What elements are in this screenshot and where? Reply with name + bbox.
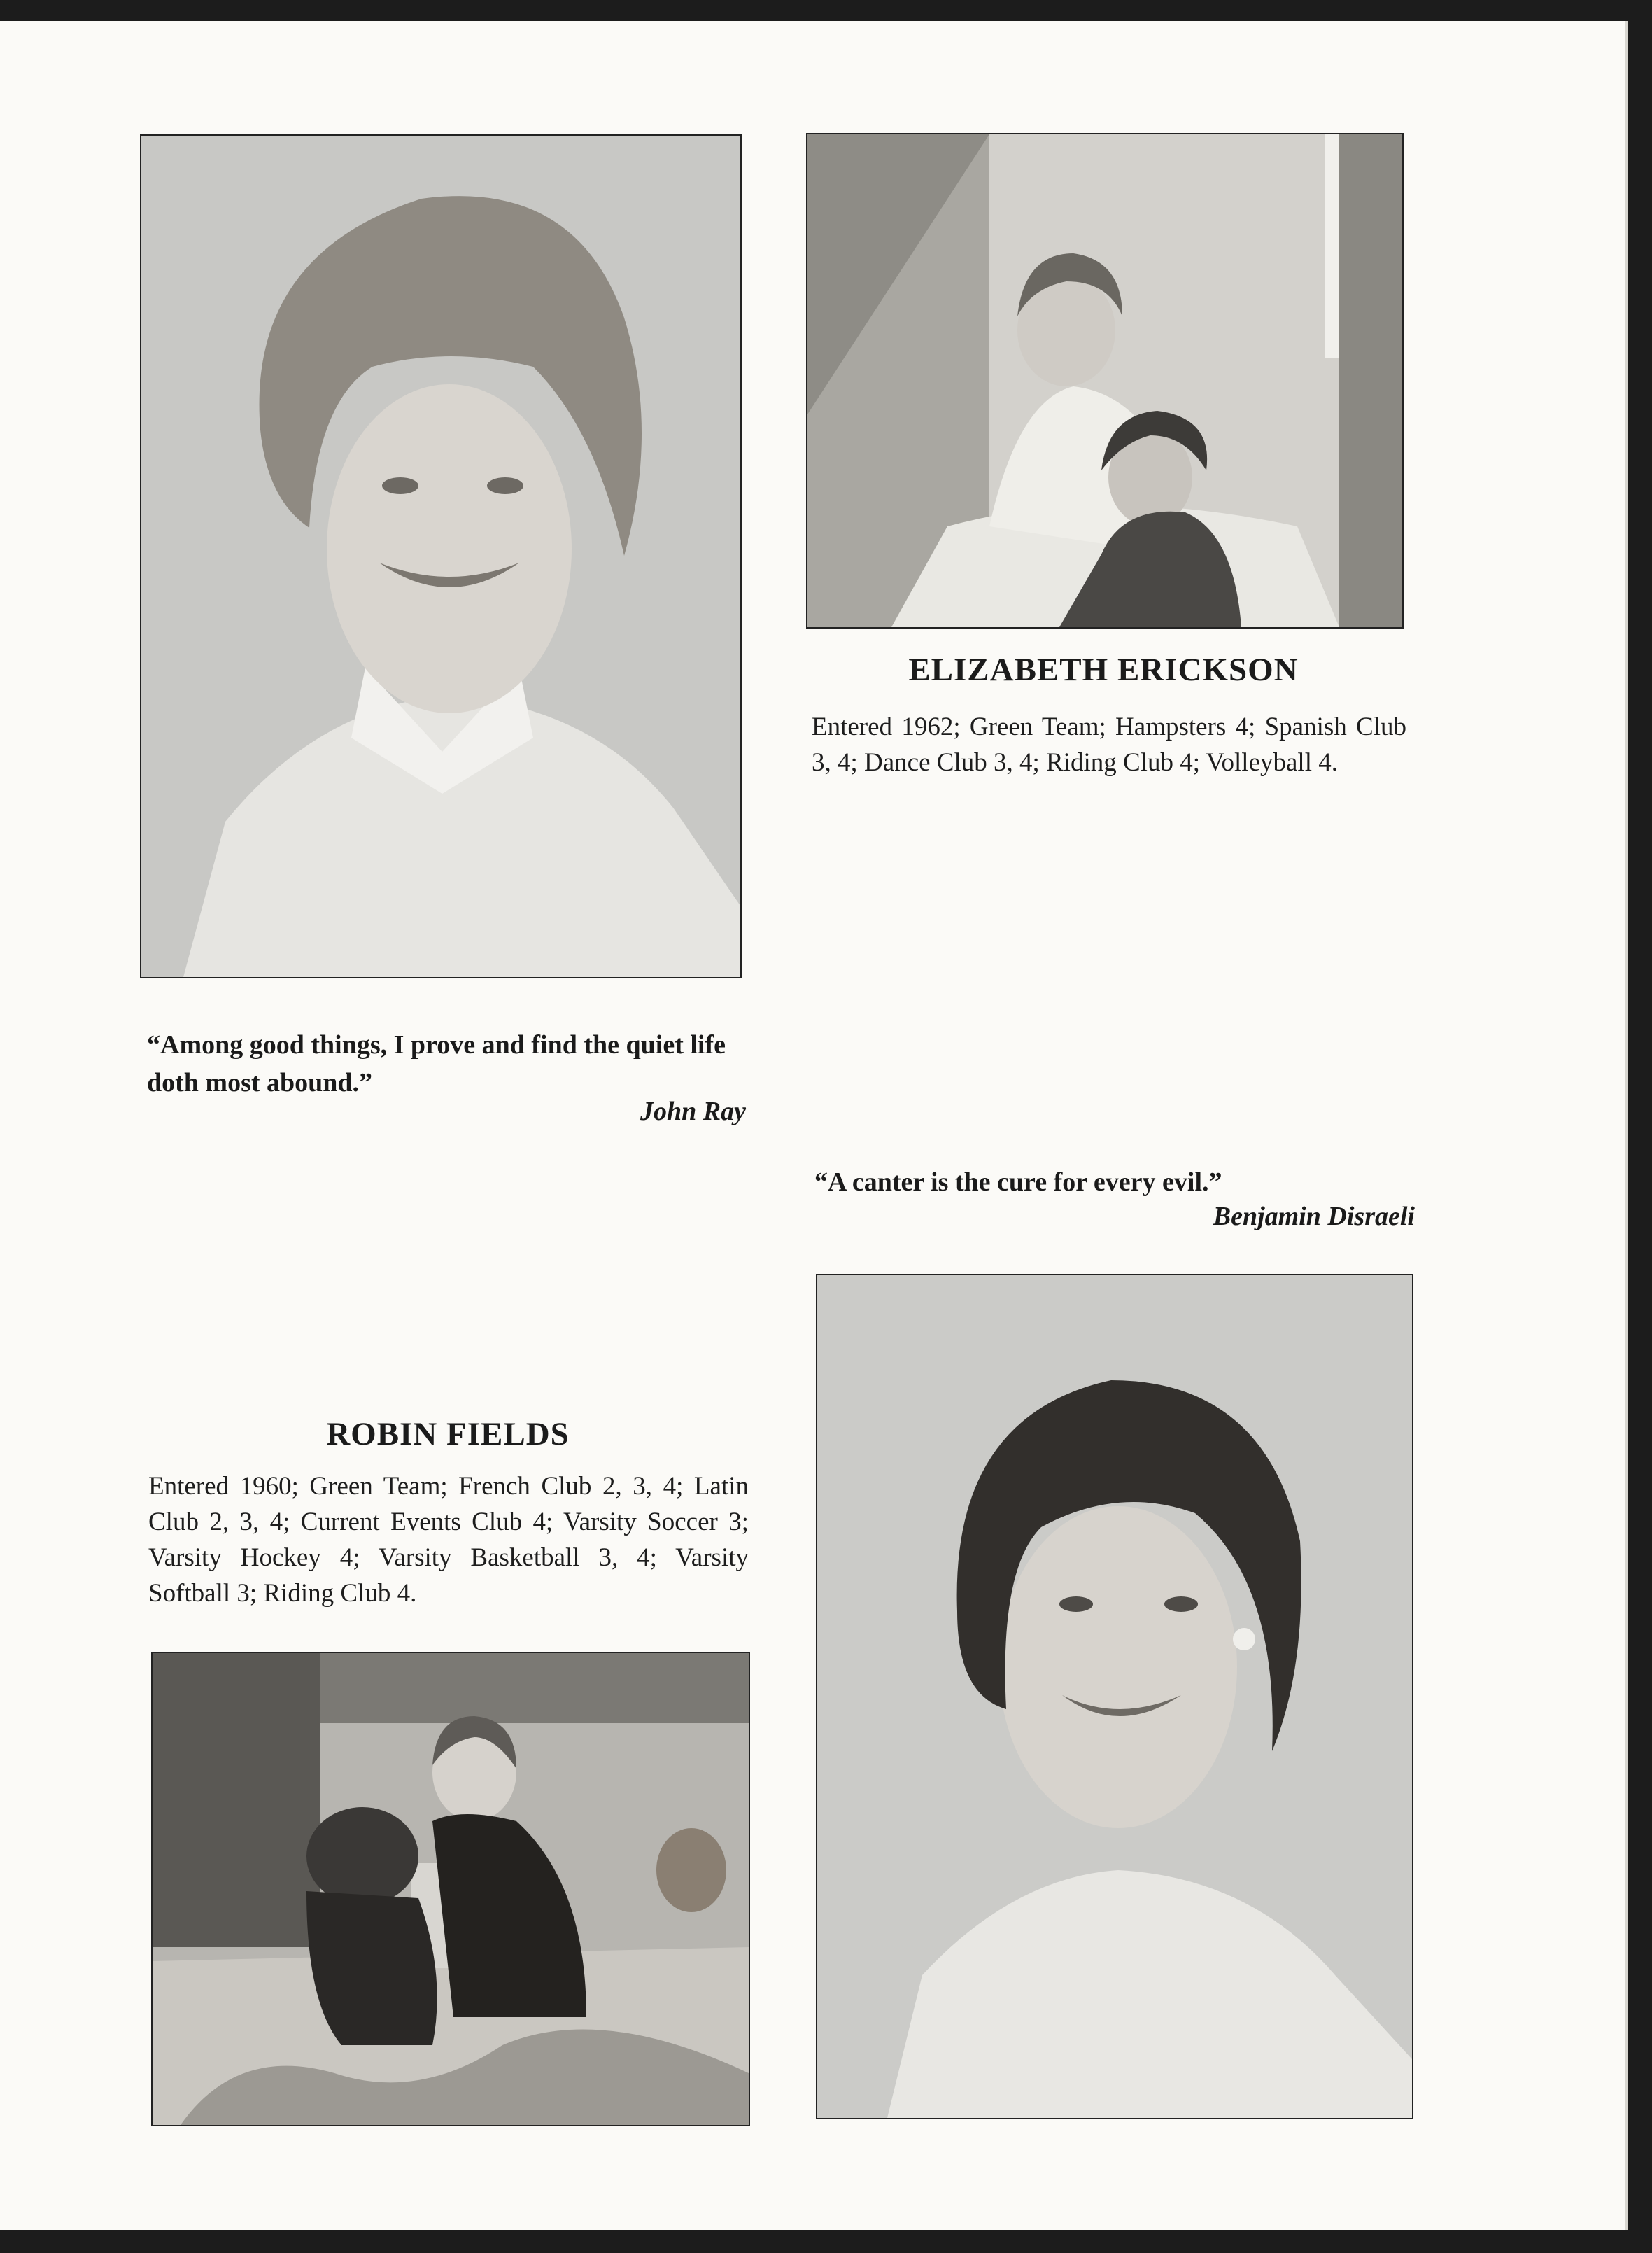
portrait-photo-top-left (140, 134, 742, 978)
quote-robin-fields: “Among good things, I prove and find the quiet life doth most abound.” (147, 1030, 726, 1097)
activities-fields: Entered 1960; Green Team; French Club 2, 3, 4; Latin Club 2, 3, 4; Current Events Club 4; Varsity Soccer 3; Varsity Hockey 4; Varsity Basketball 3, 4; Varsity Softball 3; Riding Club 4. (148, 1472, 749, 1608)
activities-erickson: Entered 1962; Green Team; Hampsters 4; Spanish Club 3, 4; Dance Club 3, 4; Riding Club 4; Volleyball 4. (812, 713, 1406, 777)
candid-photo-top-right (806, 133, 1404, 629)
student-name-fields: ROBIN FIELDS (326, 1416, 570, 1452)
quote-elizabeth-erickson: “A canter is the cure for every evil.” (814, 1167, 1222, 1197)
candid-photo-bottom-left (151, 1652, 750, 2126)
portrait-photo-bottom-right (816, 1274, 1413, 2119)
yearbook-page (0, 21, 1628, 2230)
quote-author-robin-fields: John Ray (640, 1097, 746, 1126)
quote-author-elizabeth-erickson: Benjamin Disraeli (1213, 1202, 1415, 1231)
student-name-erickson: ELIZABETH ERICKSON (908, 652, 1299, 688)
